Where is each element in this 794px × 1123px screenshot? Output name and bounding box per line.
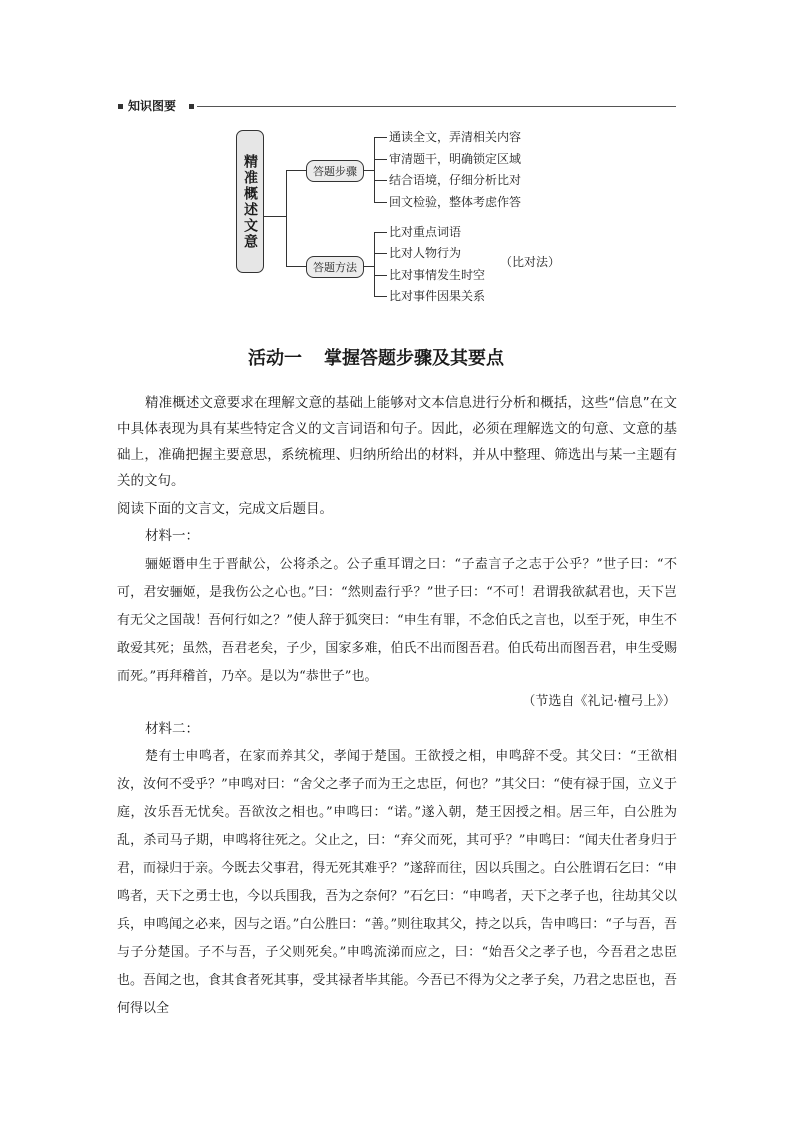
method-item: 比对重点词语 [389, 225, 462, 239]
material2-label: 材料二： [145, 721, 199, 737]
step-item: 审清题干，明确锁定区域 [389, 152, 522, 166]
branch-steps-box: 答题步骤 [306, 160, 364, 182]
method-item: 比对事情发生时空 [389, 268, 486, 282]
connector [374, 232, 375, 296]
step-item: 回文检验，整体考虑作答 [389, 195, 522, 209]
header-marker-icon [118, 104, 123, 109]
section-title-part1: 活动一 [248, 348, 302, 369]
connector [374, 137, 387, 138]
connector [264, 216, 286, 217]
method-note: （比对法） [500, 255, 561, 269]
header-label: 知识图要 [128, 99, 177, 113]
branch-methods-box: 答题方法 [306, 256, 364, 278]
connector [374, 159, 387, 160]
step-item: 结合语境，仔细分析比对 [389, 173, 522, 187]
connector [374, 137, 375, 202]
connector [374, 296, 387, 297]
method-item: 比对事件因果关系 [389, 289, 486, 303]
header-rule [197, 106, 676, 107]
method-item: 比对人物行为 [389, 246, 462, 260]
step-item: 通读全文，弄清相关内容 [389, 130, 522, 144]
material1-source: （节选自《礼记·檀弓上》） [522, 694, 676, 709]
instruction-text: 阅读下面的文言文，完成文后题目。 [117, 501, 333, 517]
connector [286, 170, 306, 171]
connector [374, 275, 387, 276]
intro-paragraph: 精准概述文意要求在理解文意的基础上能够对文本信息进行分析和概括，这些“信息”在文中具体表现为具有某些特定含义的文言词语和句子。因此，必须在理解选文的句意、文意的基础上，准确把握主要意思，系统梳理、归纳所给出的材料，并从中整理、筛选出与某一主题有关的文句。 [117, 395, 677, 489]
material1-label: 材料一： [145, 528, 199, 544]
connector [374, 202, 387, 203]
section-title [248, 344, 504, 370]
connector [374, 180, 387, 181]
connector [374, 253, 387, 254]
connector [286, 170, 287, 266]
connector [364, 170, 374, 171]
connector [374, 232, 387, 233]
connector [286, 266, 306, 267]
section-title-part2: 掌握答题步骤及其要点 [324, 348, 504, 369]
material2-text: 楚有士申鸣者，在家而养其父，孝闻于楚国。王欲授之相，申鸣辞不受。其父曰：“王欲相汝，汝何不受乎？”申鸣对曰：“舍父之孝子而为王之忠臣，何也？”其父曰：“使有禄于国，立义于庭，汝乐吾无忧矣。吾欲汝之相也。”申鸣曰：“诺。”遂入朝，楚王因授之相。居三年，白公胜为乱，杀司马子期，申鸣将往死之。父止之，曰：“弃父而死，其可乎？”申鸣曰：“闻夫仕者身归于君，而禄归于亲。今既去父事君，得无死其难乎？”遂辞而往，因以兵围之。白公胜谓石乞曰：“申鸣者，天下之勇士也，今以兵围我，吾为之奈何？”石乞曰：“申鸣者，天下之孝子也，往劫其父以兵，申鸣闻之必来，因与之语。”白公胜曰：“善。”则往取其父，持之以兵，告申鸣曰：“子与吾，吾与子分楚国。子不与吾，子父则死矣。”申鸣流涕而应之，曰：“始吾父之孝子也，今吾君之忠臣也。吾闻之也，食其食者死其事，受其禄者毕其能。今吾已不得为父之孝子矣，乃君之忠臣也，吾何得以全 [117, 749, 677, 1016]
connector [364, 266, 374, 267]
material1-text: 骊姬谮申生于晋献公，公将杀之。公子重耳谓之曰：“子盍言子之志于公乎？”世子曰：“不可，君安骊姬，是我伤公之心也。”曰：“然则盍行乎？”世子曰：“不可！君谓我欲弑君也，天下岂有无父之国哉！吾何行如之？”使人辞于狐突曰：“申生有罪，不念伯氏之言也，以至于死，申生不敢爱其死；虽然，吾君老矣，子少，国家多难，伯氏不出而图吾君。伯氏苟出而图吾君，申生受赐而死。”再拜稽首，乃卒。是以为“恭世子”也。 [117, 557, 677, 684]
header-marker-icon [189, 104, 194, 109]
diagram-root: 精准概述文意 [236, 130, 264, 273]
